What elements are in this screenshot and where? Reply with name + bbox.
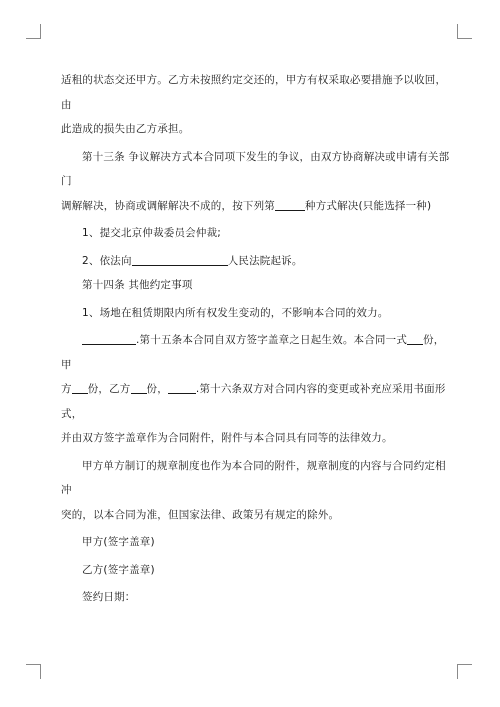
signature-party-b: 乙方(签字盖章) (82, 563, 155, 576)
effect-line: 并由双方签字盖章作为合同附件，附件与本合同具有同等的法律效力。 (61, 432, 393, 444)
paragraph-line: 此造成的损失由乙方承担。 (61, 123, 190, 135)
blank-line (132, 253, 228, 266)
article-13-line (61, 194, 451, 219)
document-page (61, 68, 451, 610)
crop-mark-top-right (457, 24, 472, 39)
effect-text: 份，乙方 (87, 383, 131, 395)
article-14-item-1: 1、场地在租赁期限内所有权发生变动的，不影响本合同的效力。 (82, 306, 389, 319)
article-13-text: 种方式解决(只能选择一种) (305, 199, 432, 212)
rules-line: 突的，以本合同为准，但国家法律、政策另有规定的除外。 (61, 508, 340, 521)
crop-mark-bottom-right (457, 664, 472, 679)
blank-line (168, 381, 196, 394)
option-2 (61, 249, 451, 274)
effect-text: .第十六条双方对合同内容的变更或补充应采用书面形式， (61, 383, 446, 420)
crop-mark-top-left (26, 24, 41, 39)
signature-party-a: 甲方(签字盖章) (82, 536, 155, 548)
paragraph-line: 适租的状态交还甲方。乙方未按照约定交还的，甲方有权采取必要措施予以收回，由 (61, 74, 447, 111)
signing-date: 签约日期： (82, 591, 136, 603)
blank-line (275, 198, 305, 211)
blank-line (407, 332, 423, 345)
option-1: 1、提交北京仲裁委员会仲裁; (82, 227, 222, 239)
crop-mark-bottom-left (26, 664, 41, 679)
rules-line: 甲方单方制订的规章制度也作为本合同的附件，规章制度的内容与合同约定相冲 (61, 459, 446, 496)
effect-line (61, 328, 451, 377)
article-13-text: 调解解决，协商或调解解决不成的，按下列第 (61, 199, 275, 212)
option-2-text: 人民法院起诉。 (227, 254, 303, 267)
effect-line (61, 377, 451, 426)
option-2-text: 2、依法向 (82, 254, 132, 267)
blank-line (131, 381, 147, 394)
effect-text: 方 (61, 383, 72, 395)
article-14-title: 第十四条 其他约定事项 (82, 279, 193, 291)
effect-text: .第十五条本合同自双方签字盖章之日起生效。本合同一式 (136, 334, 408, 346)
effect-text: 份，甲 (61, 334, 445, 371)
blank-line (82, 332, 136, 345)
article-13-line: 第十三条 争议解决方式本合同项下发生的争议，由双方协商解决或申请有关部门 (61, 150, 450, 187)
blank-line (72, 381, 88, 394)
effect-text: 份， (146, 383, 168, 395)
